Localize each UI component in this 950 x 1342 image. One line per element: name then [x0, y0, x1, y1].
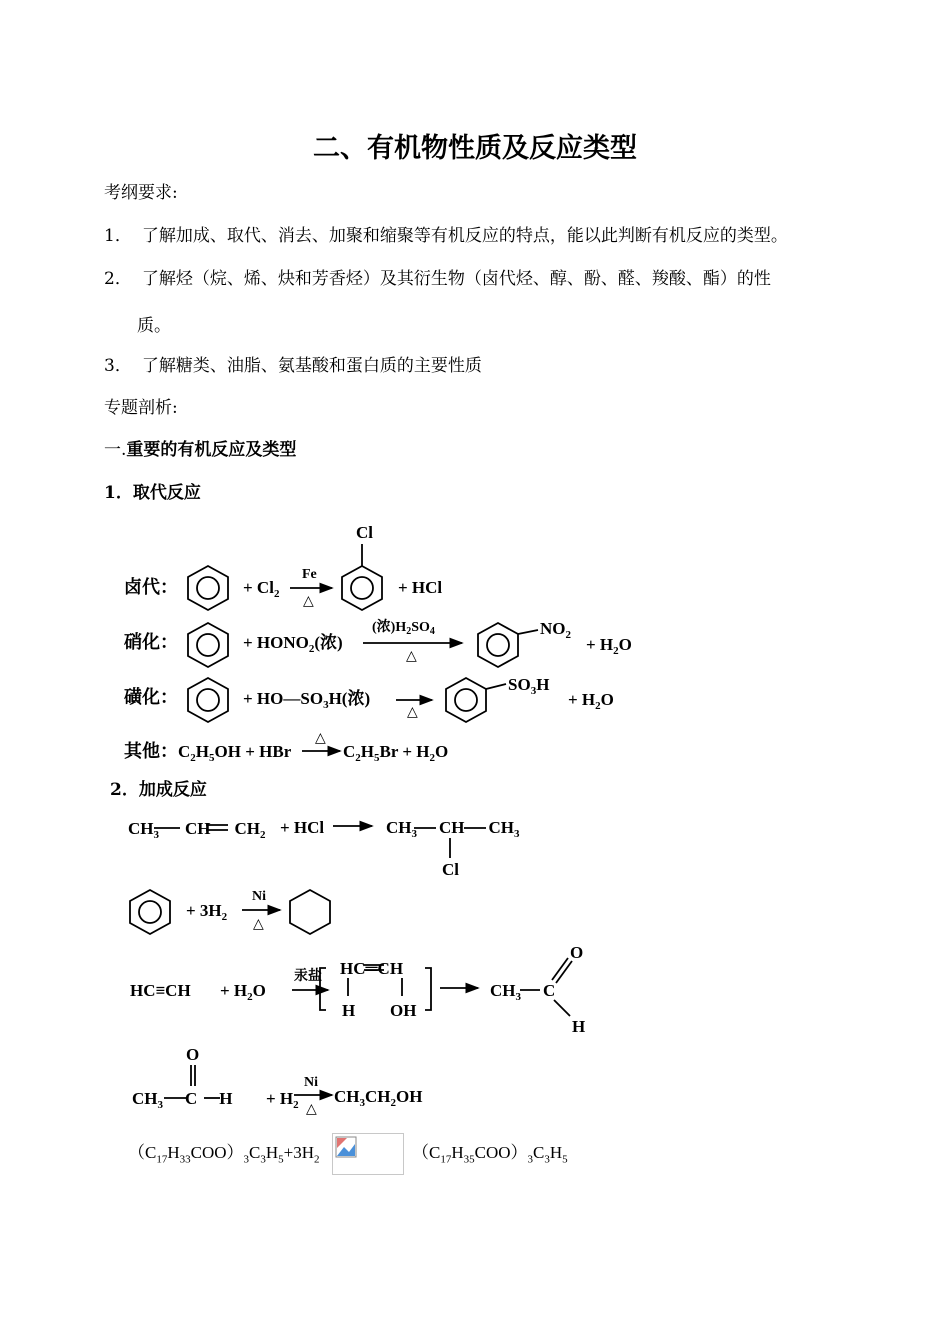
svg-text:+ H2O: + $H_2O$ — [586, 635, 632, 657]
section-prefix: 一. — [104, 440, 127, 460]
requirement-2 — [104, 264, 771, 289]
svg-text:C2H5Br + H2O: $C_2H_5Br + H_2O$ — [343, 742, 449, 764]
svg-text:+ H2O: + $H_2O$ — [220, 981, 266, 1003]
section-title: 重要的有机反应及类型 — [126, 440, 297, 460]
requirement-text: 了解烃（烷、烯、炔和芳香烃）及其衍生物（卤代烃、醇、酚、醛、羧酸、酯）的性 — [141, 269, 771, 289]
outline-label: 考纲要求: — [104, 183, 178, 203]
svg-text:SO3H: $SO_3H$ — [508, 675, 550, 697]
chloro-substituent: Cl — [356, 523, 373, 542]
propene-formula: $CH_3$ CH $CH_2$ — [128, 819, 266, 841]
svg-text:(浓)H2SO4: (浓)$H_2SO_4$ — [372, 620, 435, 637]
page-title: 二、有机物性质及反应类型 — [313, 133, 637, 164]
section-heading — [104, 435, 296, 460]
svg-text:+ H2O: + $H_2O$ — [568, 690, 614, 712]
cyclohexane-icon — [290, 890, 330, 934]
requirement-number: 2． — [104, 269, 132, 289]
heat-symbol: △ — [306, 1102, 317, 1117]
aldehyde-o: O — [570, 943, 584, 962]
enol-h: H — [342, 1001, 356, 1020]
benzene-ring-icon — [188, 566, 228, 610]
catalyst-fe: Fe — [302, 567, 317, 582]
svg-text:+ H2: + $H_2$ — [266, 1089, 299, 1111]
heat-symbol: △ — [253, 917, 264, 932]
oil-hydrogenation-right: $(C_{17}H_{35}COO)_3C_3H_5$ — [412, 1143, 568, 1166]
label-nitration: 硝化： — [124, 632, 178, 653]
benzenesulfonic-acid-icon — [446, 678, 506, 722]
heat-symbol: △ — [315, 731, 326, 746]
heat-symbol: △ — [407, 705, 418, 720]
requirement-1 — [104, 221, 788, 246]
chloro-substituent: Cl — [442, 860, 459, 879]
label-halogenation: 卤代： — [124, 577, 178, 598]
acetaldehyde-formula: $CH_3$ C H — [132, 1089, 233, 1111]
requirement-number: 1． — [104, 226, 132, 246]
benzene-ring-icon — [188, 623, 228, 667]
heat-symbol: △ — [406, 649, 417, 664]
benzene-ring-icon — [130, 890, 170, 934]
requirement-text: 了解加成、取代、消去、加聚和缩聚等有机反应的特点，能以此判断有机反应的类型。 — [141, 226, 788, 246]
enol-oh: OH — [390, 1001, 417, 1020]
aldehyde-h: H — [572, 1017, 586, 1036]
requirement-number: 3． — [104, 356, 132, 376]
broken-image-icon — [335, 1136, 357, 1158]
catalyst-ni: Ni — [304, 1075, 318, 1090]
subheading-substitution: 1．取代反应 — [104, 483, 201, 503]
svg-text:NO2: $NO_2$ — [540, 619, 571, 641]
requirement-2-continuation: 质。 — [137, 316, 171, 336]
enol-top: HC═CH — [340, 959, 404, 978]
label-other: 其他： — [124, 741, 178, 762]
substitution-scheme — [110, 510, 670, 772]
product-hcl: + HCl — [398, 578, 443, 597]
heat-symbol: △ — [303, 594, 314, 609]
analysis-label: 专题剖析: — [104, 398, 178, 418]
catalyst-mercury-salt: 汞盐 — [294, 969, 322, 984]
svg-text:C2H5OH + HBr: $C_2H_5OH$ + HBr — [178, 742, 292, 764]
requirement-3 — [104, 351, 482, 376]
subheading-addition: 2．加成反应 — [110, 780, 207, 800]
catalyst-ni: Ni — [252, 889, 266, 904]
broken-image-placeholder — [332, 1133, 404, 1175]
chloropropane-formula: $CH_3$ CH $CH_3$ — [386, 818, 520, 840]
svg-text:+ HONO2(浓): + $HONO_2$(浓) — [243, 633, 343, 655]
addition-scheme — [120, 800, 640, 1120]
svg-text:+ 3H2: + $3H_2$ — [186, 901, 228, 923]
aldehyde-o: O — [186, 1045, 200, 1064]
ethanol-formula: $CH_3CH_2OH$ — [334, 1087, 423, 1109]
benzene-ring-icon — [188, 678, 228, 722]
chlorobenzene-icon — [342, 544, 382, 610]
reagent-hcl: + HCl — [280, 818, 325, 837]
svg-text:+ Cl2: + $Cl_2$ — [243, 578, 280, 600]
label-sulfonation: 磺化： — [124, 687, 178, 708]
acetylene-formula: HC≡CH — [130, 981, 191, 1000]
svg-text:+ HO—SO3H(浓): + $HO—SO_3H$(浓) — [243, 689, 371, 711]
requirement-text: 了解糖类、油脂、氨基酸和蛋白质的主要性质 — [141, 356, 482, 376]
oil-hydrogenation-left: $(C_{17}H_{33}COO)_3C_3H_5+3H_2$ — [128, 1143, 320, 1166]
acetaldehyde-formula: $CH_3$ C — [490, 981, 556, 1003]
nitrobenzene-icon — [478, 623, 538, 667]
